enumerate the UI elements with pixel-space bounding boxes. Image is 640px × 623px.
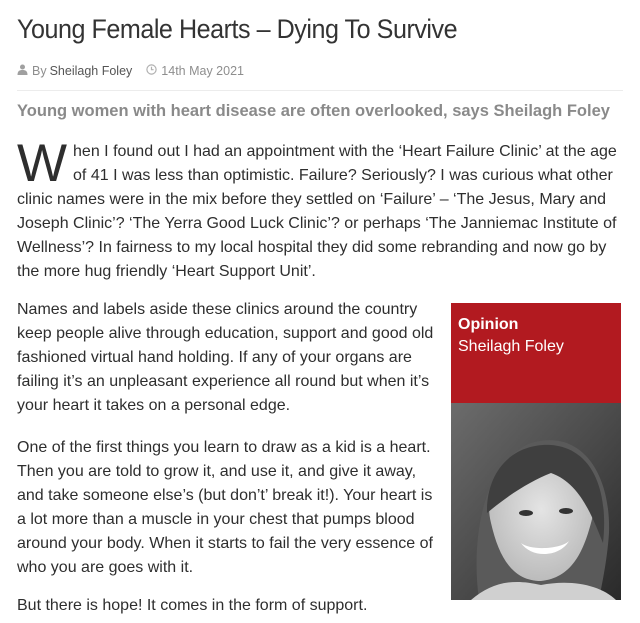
paragraph-1 [17,134,623,284]
article-title: Young Female Hearts – Dying To Survive [17,14,458,44]
author-link[interactable]: Sheilagh Foley [49,64,133,78]
paragraph-1-text: hen I found out I had an appointment with the ‘Heart Failure Clinic’ at the age of 41 I was less than optimistic. Failure? Seriously? I was curious what other clinic names were in the mix before they settled on ‘Failure’ – ‘The Jesus, Mary and Joseph Clinic’? ‘The Yerra Good Luck Clinic’? or perhaps ‘The Janniemac Institute of Wellness’? In fairness to my local hospital they did some rebranding and now go by the more hug friendly ‘Heart Support Unit’. [17,143,617,280]
opinion-author-name: Sheilagh Foley [458,338,564,355]
publish-date: 14th May 2021 [161,64,244,78]
author-photo [451,403,621,600]
byline-prefix: By [32,64,47,78]
meta-divider [17,90,623,91]
paragraph-2: Names and labels aside these clinics around the country keep people alive through education, support and good old fashioned virtual hand holding. If any of your organs are failing it’s an unpleasant experience all round but when it’s your heart it takes on a personal edge. [17,301,434,414]
opinion-label: Opinion [458,316,519,333]
article-lede: Young women with heart disease are often overlooked, says Sheilagh Foley [17,102,610,120]
article-meta [17,64,244,78]
paragraph-4: But there is hope! It comes in the form of support. [17,597,368,614]
paragraph-3: One of the first things you learn to draw as a kid is a heart. Then you are told to grow it, and use it, and give it away, and take someone else’s (but don’t’ break it!). Your heart is a lot more than a muscle in your chest that pumps blood around your body. When it starts to fail the very essence of who you are goes with it. [17,439,433,576]
opinion-figure [451,303,621,600]
clock-icon [146,64,157,78]
drop-cap: W [17,134,68,193]
opinion-banner [451,303,621,403]
person-icon [17,64,28,78]
